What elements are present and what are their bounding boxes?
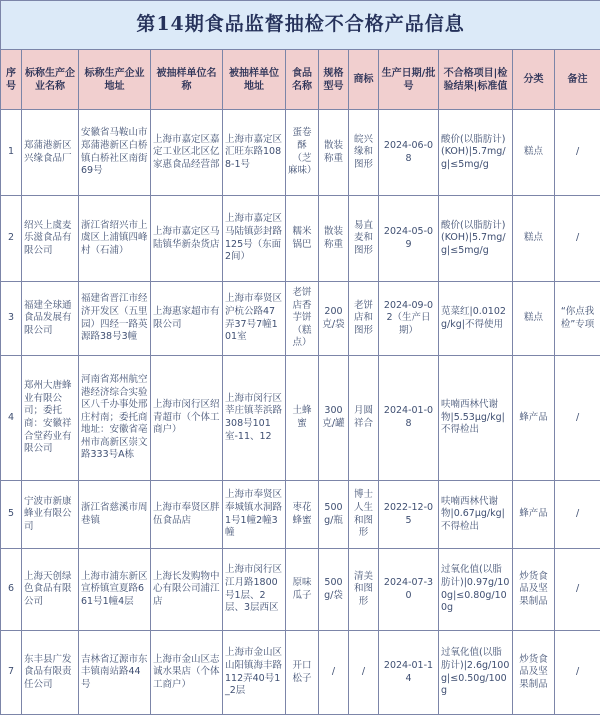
cell-item: 过氧化值(以脂肪计)|2.6g/100g|≤0.50g/100g bbox=[439, 631, 513, 715]
cell-remark: / bbox=[555, 196, 600, 282]
cell-no: 4 bbox=[1, 356, 22, 481]
cell-remark: / bbox=[555, 110, 600, 196]
cell-sampled-address: 上海市闵行区莘庄镇莘浜路308号101室-11、12 bbox=[223, 356, 286, 481]
header-sampled-address: 被抽样单位地址 bbox=[223, 50, 286, 110]
cell-spec: 散装称重 bbox=[319, 110, 349, 196]
cell-sampled-unit: 上海市嘉定区马陆镇华新杂货店 bbox=[151, 196, 223, 282]
cell-brand: 月圆祥合 bbox=[349, 356, 379, 481]
cell-category: 炒货食品及坚果制品 bbox=[513, 631, 555, 715]
cell-category: 糕点 bbox=[513, 282, 555, 356]
cell-food-name: 枣花蜂蜜 bbox=[286, 481, 319, 549]
cell-food-name: 老饼店香芋饼（糕点） bbox=[286, 282, 319, 356]
cell-date: 2024-01-08 bbox=[379, 356, 439, 481]
cell-producer-name: 郑蒲港新区兴缘食品厂 bbox=[22, 110, 79, 196]
cell-sampled-unit: 上海市嘉定区嘉定工业区北区亿家惠食品经营部 bbox=[151, 110, 223, 196]
cell-sampled-unit: 上海市奉贤区胖伍食品店 bbox=[151, 481, 223, 549]
page-title: 第14期食品监督抽检不合格产品信息 bbox=[1, 1, 600, 50]
header-item: 不合格项目|检验结果|标准值 bbox=[439, 50, 513, 110]
cell-date: 2022-12-05 bbox=[379, 481, 439, 549]
cell-sampled-unit: 上海长发购物中心有限公司浦江店 bbox=[151, 549, 223, 631]
cell-food-name: 原味瓜子 bbox=[286, 549, 319, 631]
header-date: 生产日期/批号 bbox=[379, 50, 439, 110]
cell-sampled-address: 上海市嘉定区汇旺东路1088-1号 bbox=[223, 110, 286, 196]
cell-category: 蜂产品 bbox=[513, 356, 555, 481]
cell-category: 炒货食品及坚果制品 bbox=[513, 549, 555, 631]
cell-category: 糕点 bbox=[513, 110, 555, 196]
cell-no: 7 bbox=[1, 631, 22, 715]
cell-item: 过氧化值(以脂肪计)|0.97g/100g|≤0.80g/100g bbox=[439, 549, 513, 631]
header-brand: 商标 bbox=[349, 50, 379, 110]
cell-brand: 皖兴缘和图形 bbox=[349, 110, 379, 196]
table-row bbox=[1, 481, 600, 549]
cell-producer-address: 浙江省绍兴市上虞区上浦镇四峰村（石浦） bbox=[79, 196, 151, 282]
cell-sampled-unit: 上海市金山区志诚水果店（个体工商户） bbox=[151, 631, 223, 715]
cell-sampled-address: 上海市嘉定区马陆镇彭封路125号（东面2间） bbox=[223, 196, 286, 282]
cell-remark: / bbox=[555, 481, 600, 549]
table-row bbox=[1, 356, 600, 481]
cell-remark: / bbox=[555, 549, 600, 631]
cell-no: 2 bbox=[1, 196, 22, 282]
cell-date: 2024-01-14 bbox=[379, 631, 439, 715]
cell-remark: “你点我检”专项 bbox=[555, 282, 600, 356]
cell-no: 5 bbox=[1, 481, 22, 549]
cell-food-name: 土蜂蜜 bbox=[286, 356, 319, 481]
table-row bbox=[1, 282, 600, 356]
cell-spec: / bbox=[319, 631, 349, 715]
cell-date: 2024-06-08 bbox=[379, 110, 439, 196]
cell-producer-name: 上海天创绿色食品有限公司 bbox=[22, 549, 79, 631]
cell-producer-address: 安徽省马鞍山市郑蒲港新区白桥镇白桥社区南街69号 bbox=[79, 110, 151, 196]
cell-brand: 老饼店和图形 bbox=[349, 282, 379, 356]
cell-sampled-address: 上海市金山区山阳镇海丰路112弄40号1_2层 bbox=[223, 631, 286, 715]
cell-item: 呋喃西林代谢物|0.67μg/kg|不得检出 bbox=[439, 481, 513, 549]
cell-spec: 200克/袋 bbox=[319, 282, 349, 356]
cell-food-name: 糯米锅巴 bbox=[286, 196, 319, 282]
header-spec: 规格型号 bbox=[319, 50, 349, 110]
cell-date: 2024-09-02（生产日期） bbox=[379, 282, 439, 356]
cell-brand: 清美和图形 bbox=[349, 549, 379, 631]
cell-brand: 博士人生和图形 bbox=[349, 481, 379, 549]
cell-producer-address: 吉林省辽源市东丰镇南站路44号 bbox=[79, 631, 151, 715]
cell-item: 酸价(以脂肪计)(KOH)|5.7mg/g|≤5mg/g bbox=[439, 196, 513, 282]
cell-date: 2024-07-30 bbox=[379, 549, 439, 631]
cell-sampled-address: 上海市奉贤区沪杭公路47弄37号7幢101室 bbox=[223, 282, 286, 356]
cell-sampled-unit: 上海惠家超市有限公司 bbox=[151, 282, 223, 356]
cell-item: 苋菜红|0.0102g/kg|不得使用 bbox=[439, 282, 513, 356]
cell-food-name: 蛋卷酥（芝麻味） bbox=[286, 110, 319, 196]
header-food-name: 食品名称 bbox=[286, 50, 319, 110]
cell-spec: 500g/袋 bbox=[319, 549, 349, 631]
cell-brand: 易直麦和图形 bbox=[349, 196, 379, 282]
cell-date: 2024-05-09 bbox=[379, 196, 439, 282]
table-row bbox=[1, 110, 600, 196]
cell-no: 6 bbox=[1, 549, 22, 631]
header-remark: 备注 bbox=[555, 50, 600, 110]
cell-remark: / bbox=[555, 631, 600, 715]
cell-spec: 散装称重 bbox=[319, 196, 349, 282]
header-category: 分类 bbox=[513, 50, 555, 110]
header-producer-name: 标称生产企业名称 bbox=[22, 50, 79, 110]
cell-no: 3 bbox=[1, 282, 22, 356]
cell-remark: / bbox=[555, 356, 600, 481]
cell-sampled-address: 上海市闵行区江月路1800号1层、2层、3层西区 bbox=[223, 549, 286, 631]
cell-producer-name: 郑州大唐蜂业有限公司；委托商：安徽祥合堂药业有限公司 bbox=[22, 356, 79, 481]
table-row bbox=[1, 549, 600, 631]
cell-category: 糕点 bbox=[513, 196, 555, 282]
cell-sampled-address: 上海市奉贤区奉城镇水洞路1号1幢2幢3幢 bbox=[223, 481, 286, 549]
cell-producer-address: 浙江省慈溪市周巷镇 bbox=[79, 481, 151, 549]
cell-producer-address: 上海市浦东新区宣桥镇宣夏路661号1幢4层 bbox=[79, 549, 151, 631]
header-sampled-unit: 被抽样单位名称 bbox=[151, 50, 223, 110]
header-no: 序号 bbox=[1, 50, 22, 110]
cell-spec: 500g/瓶 bbox=[319, 481, 349, 549]
header-producer-address: 标称生产企业地址 bbox=[79, 50, 151, 110]
cell-producer-address: 河南省郑州航空港经济综合实验区八千办事处邢庄村南；委托商地址：安徽省亳州市高新区崇文路333号A栋 bbox=[79, 356, 151, 481]
cell-producer-name: 东丰县广发食品有限责任公司 bbox=[22, 631, 79, 715]
cell-sampled-unit: 上海市闵行区绍青超市（个体工商户） bbox=[151, 356, 223, 481]
cell-brand: / bbox=[349, 631, 379, 715]
cell-food-name: 开口松子 bbox=[286, 631, 319, 715]
cell-item: 酸价(以脂肪计)(KOH)|5.7mg/g|≤5mg/g bbox=[439, 110, 513, 196]
table-header bbox=[1, 50, 600, 110]
cell-producer-address: 福建省晋江市经济开发区（五里园）四经一路英源路38号3幢 bbox=[79, 282, 151, 356]
cell-item: 呋喃西林代谢物|5.53μg/kg|不得检出 bbox=[439, 356, 513, 481]
cell-producer-name: 福建全球通食品发展有限公司 bbox=[22, 282, 79, 356]
cell-producer-name: 绍兴上虞麦乐滋食品有限公司 bbox=[22, 196, 79, 282]
cell-producer-name: 宁波市新康蜂业有限公司 bbox=[22, 481, 79, 549]
cell-category: 蜂产品 bbox=[513, 481, 555, 549]
table-row bbox=[1, 631, 600, 715]
table-row bbox=[1, 196, 600, 282]
cell-no: 1 bbox=[1, 110, 22, 196]
cell-spec: 300克/罐 bbox=[319, 356, 349, 481]
